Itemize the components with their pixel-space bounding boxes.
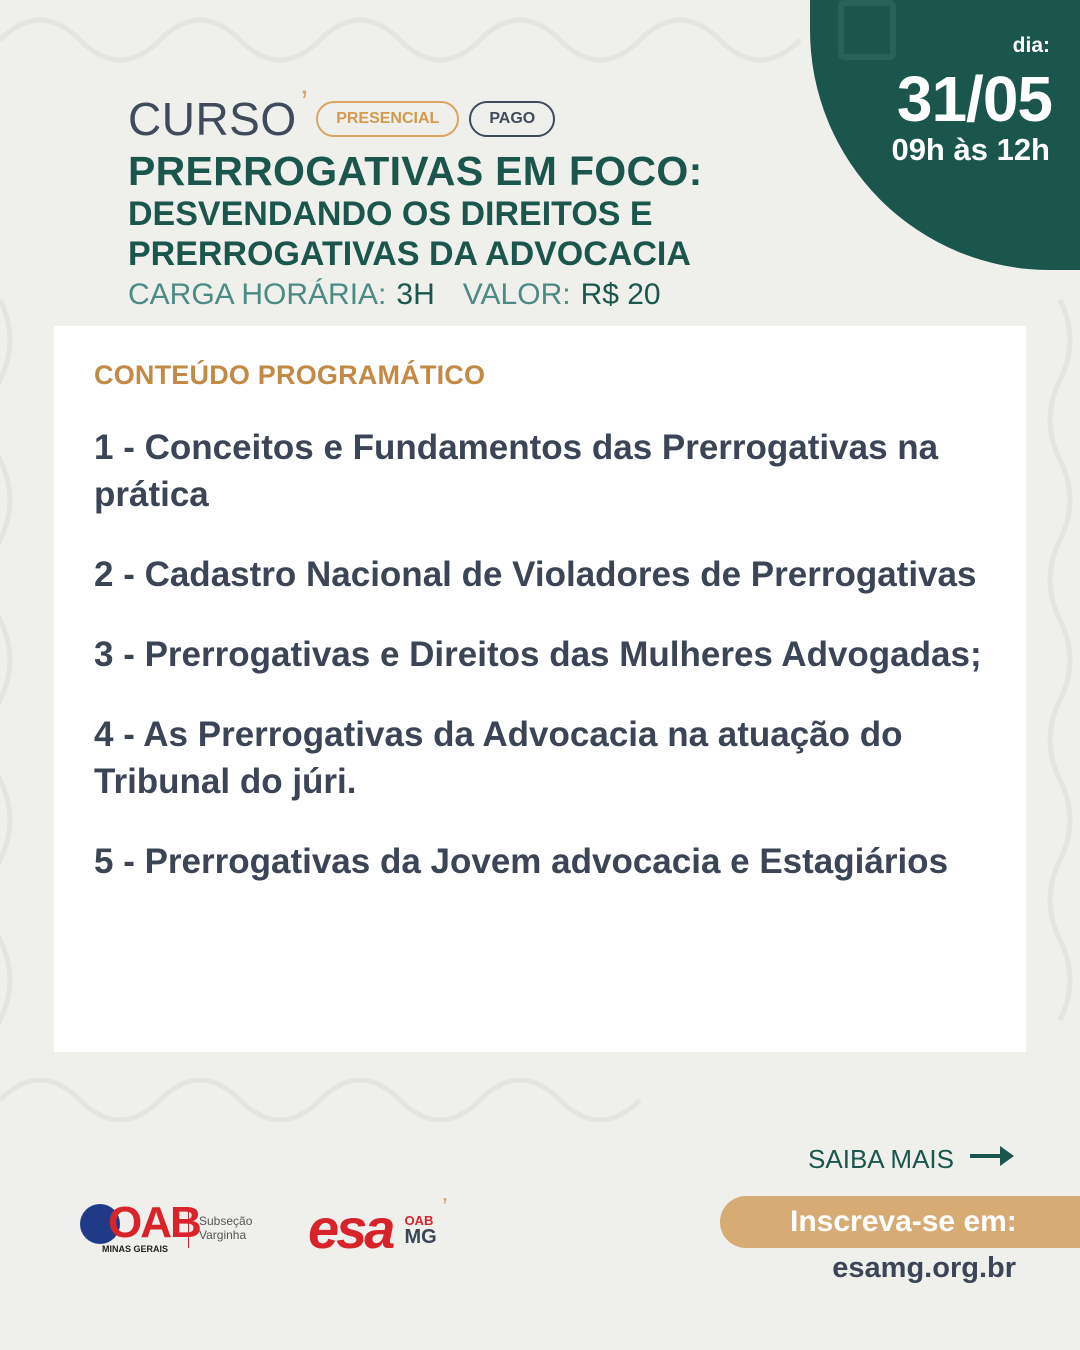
oab-mark xyxy=(80,1198,200,1258)
price-value: R$ 20 xyxy=(580,278,661,311)
price-badge: PAGO xyxy=(469,101,555,137)
signup-banner[interactable]: Inscreva-se em: xyxy=(720,1196,1080,1248)
subsection-line2: Varginha xyxy=(199,1228,247,1242)
list-item: 4 - As Prerrogativas da Advocacia na atuação do Tribunal do júri. xyxy=(94,715,903,801)
content-card xyxy=(54,326,1026,1052)
course-info-row xyxy=(128,278,689,312)
date-label: dia: xyxy=(1012,34,1050,57)
list-item: 3 - Prerrogativas e Direitos das Mulheres Advogadas; xyxy=(94,635,982,674)
esa-mg-text: MG xyxy=(404,1225,437,1248)
workload-value: 3H xyxy=(396,278,435,311)
content-list xyxy=(94,424,994,918)
course-header-row xyxy=(128,83,565,146)
esa-oab-mg xyxy=(404,1212,437,1248)
list-item: 5 - Prerrogativas da Jovem advocacia e Estagiários xyxy=(94,842,949,881)
esa-word: esa xyxy=(308,1197,393,1260)
content-heading: CONTEÚDO PROGRAMÁTICO xyxy=(94,360,486,390)
course-subtitle: DESVENDANDO OS DIREITOS E PRERROGATIVAS DA ADVOCACIA xyxy=(128,195,691,273)
saiba-mais-link[interactable] xyxy=(808,1144,1016,1175)
subsection-line1: Subseção xyxy=(199,1214,253,1228)
esa-oab-text: OAB xyxy=(404,1212,434,1228)
accent-tick-icon: ’ xyxy=(300,83,309,122)
list-item: 2 - Cadastro Nacional de Violadores de Prerrogativas xyxy=(94,555,977,594)
oab-state: MINAS GERAIS xyxy=(102,1244,169,1254)
oab-logo xyxy=(80,1198,252,1258)
list-item: 1 - Conceitos e Fundamentos das Prerrogativas na prática xyxy=(94,428,939,514)
calendar-icon xyxy=(838,0,896,60)
esa-logo xyxy=(308,1192,448,1261)
website-link[interactable]: esamg.org.br xyxy=(832,1252,1016,1284)
mode-badge: PRESENCIAL xyxy=(316,101,459,137)
accent-tick-icon: ’ xyxy=(442,1192,448,1222)
date-value: 31/05 xyxy=(896,63,1052,135)
arrow-right-icon xyxy=(968,1144,1016,1175)
oab-subsection xyxy=(199,1214,252,1242)
course-word: CURSO xyxy=(128,93,297,145)
workload-label: CARGA HORÁRIA: xyxy=(128,278,387,311)
oab-letters: OAB xyxy=(108,1198,200,1247)
saiba-mais-label: SAIBA MAIS xyxy=(808,1144,954,1174)
course-title: PRERROGATIVAS EM FOCO: xyxy=(128,148,703,194)
price-label: VALOR: xyxy=(462,278,571,311)
date-time: 09h às 12h xyxy=(891,132,1050,167)
